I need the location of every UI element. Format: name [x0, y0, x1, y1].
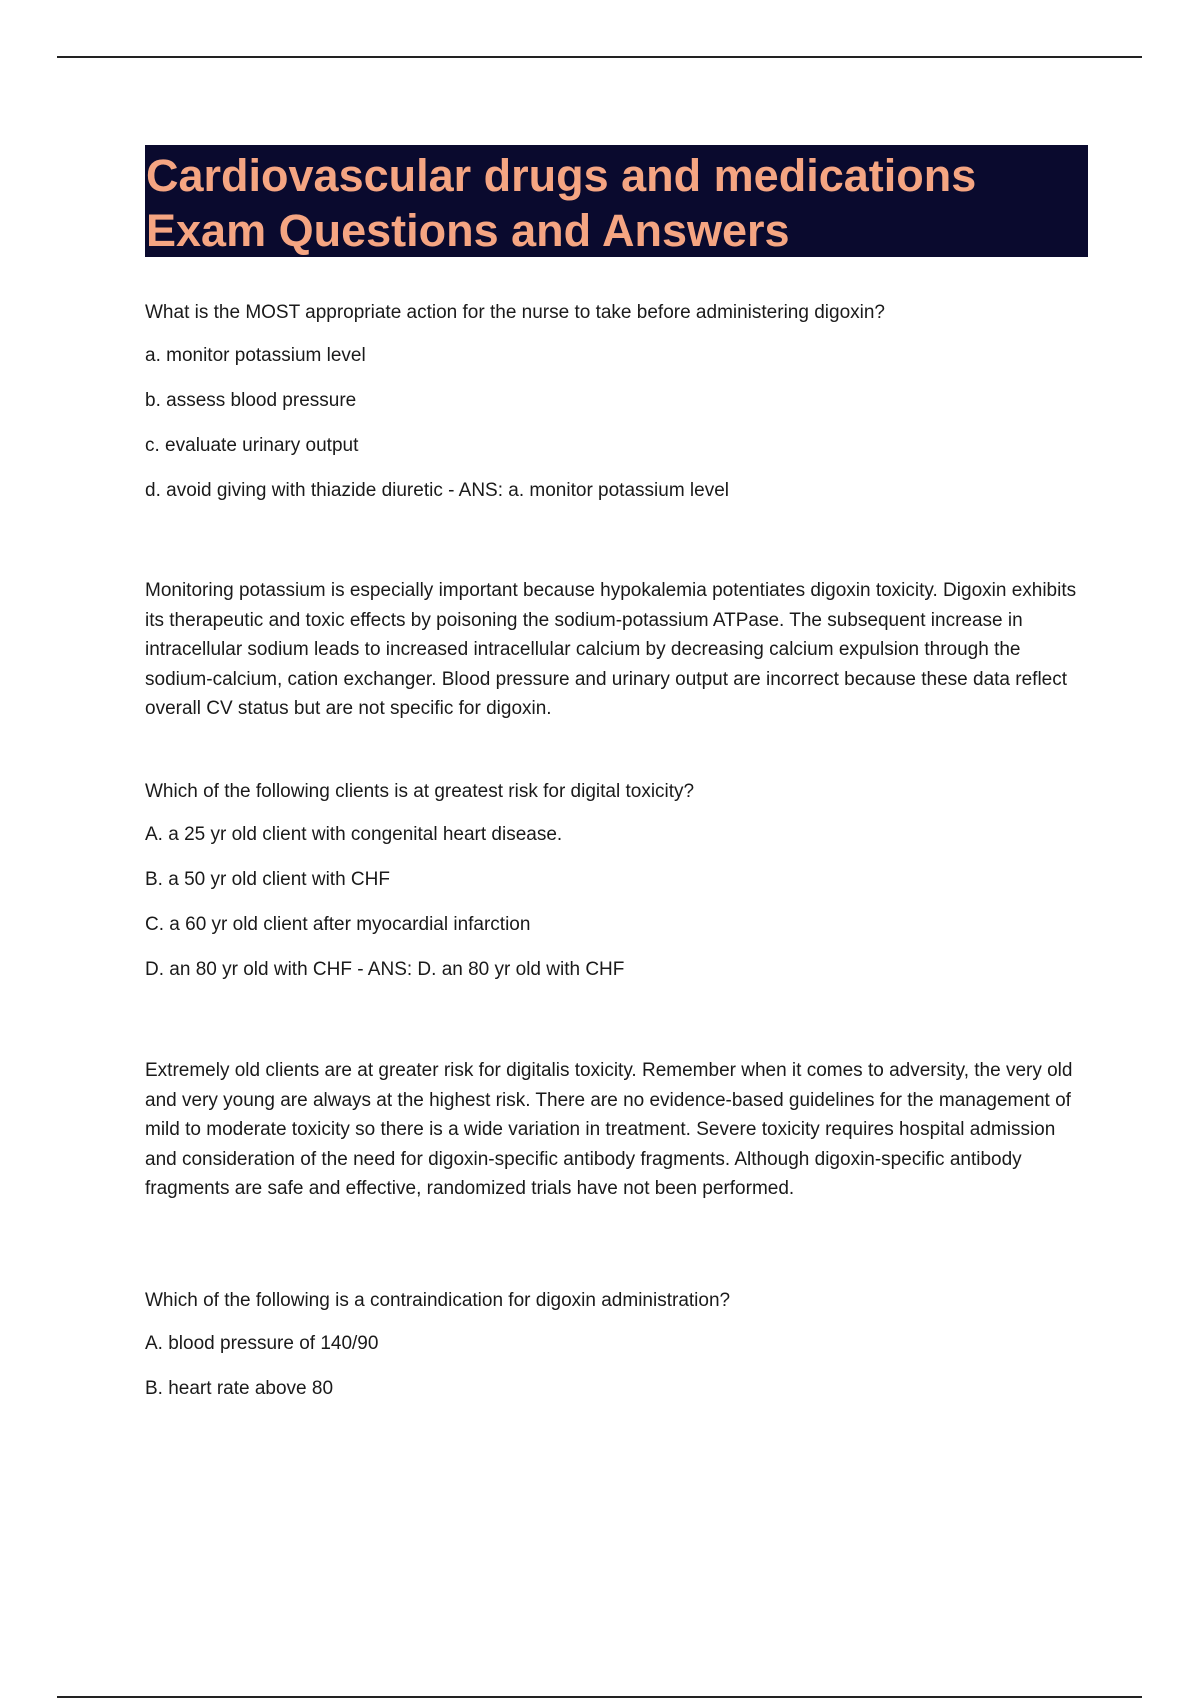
answer-option-with-answer: d. avoid giving with thiazide diuretic - ANS: a. monitor potassium level: [145, 480, 729, 501]
answer-option: b. assess blood pressure: [145, 390, 357, 411]
answer-option-with-answer: D. an 80 yr old with CHF - ANS: D. an 80 yr old with CHF: [145, 959, 625, 980]
explanation-text: Monitoring potassium is especially important because hypokalemia potentiates digoxin toxicity. Digoxin exhibits its therapeutic and toxic effects by poisoning the sodium-potassium ATPase. The subsequent increase in intracellular sodium leads to increased intracellular calcium by decreasing calcium expulsion through the sodium-calcium, cation exchanger. Blood pressure and urinary output are incorrect because these data reflect overall CV status but are not specific for digoxin.: [145, 580, 1077, 719]
answer-option: C. a 60 yr old client after myocardial infarction: [145, 914, 531, 935]
explanation-block-1: [145, 576, 1090, 724]
explanation-text: Extremely old clients are at greater risk for digitalis toxicity. Remember when it comes to adversity, the very old and very young are always at the highest risk. There are no evidence-based guidelines for the management of mild to moderate toxicity so there is a wide variation in treatment. Severe toxicity requires hospital admission and consideration of the need for digoxin-specific antibody fragments. Although digoxin-specific antibody fragments are safe and effective, randomized trials have not been performed.: [145, 1060, 1073, 1199]
answer-option: A. a 25 yr old client with congenital heart disease.: [145, 824, 563, 845]
answer-option: A. blood pressure of 140/90: [145, 1333, 379, 1354]
answer-option: B. heart rate above 80: [145, 1378, 334, 1399]
answer-option: a. monitor potassium level: [145, 345, 366, 366]
explanation-block-2: [145, 1056, 1090, 1204]
header-rule: [57, 56, 1142, 58]
question-text: What is the MOST appropriate action for the nurse to take before administering digoxin?: [145, 302, 885, 323]
question-block-3: [145, 1288, 1090, 1402]
answer-option: c. evaluate urinary output: [145, 435, 359, 456]
question-block-2: [145, 779, 1090, 983]
title-line-1: Cardiovascular drugs and medications: [146, 150, 977, 201]
question-text: Which of the following is a contraindication for digoxin administration?: [145, 1290, 731, 1311]
question-text: Which of the following clients is at greatest risk for digital toxicity?: [145, 781, 695, 802]
title-line-2: Exam Questions and Answers: [146, 205, 790, 256]
title-banner: [145, 145, 1088, 257]
question-block-1: [145, 300, 1090, 504]
answer-option: B. a 50 yr old client with CHF: [145, 869, 390, 890]
footer-rule: [57, 1696, 1142, 1698]
